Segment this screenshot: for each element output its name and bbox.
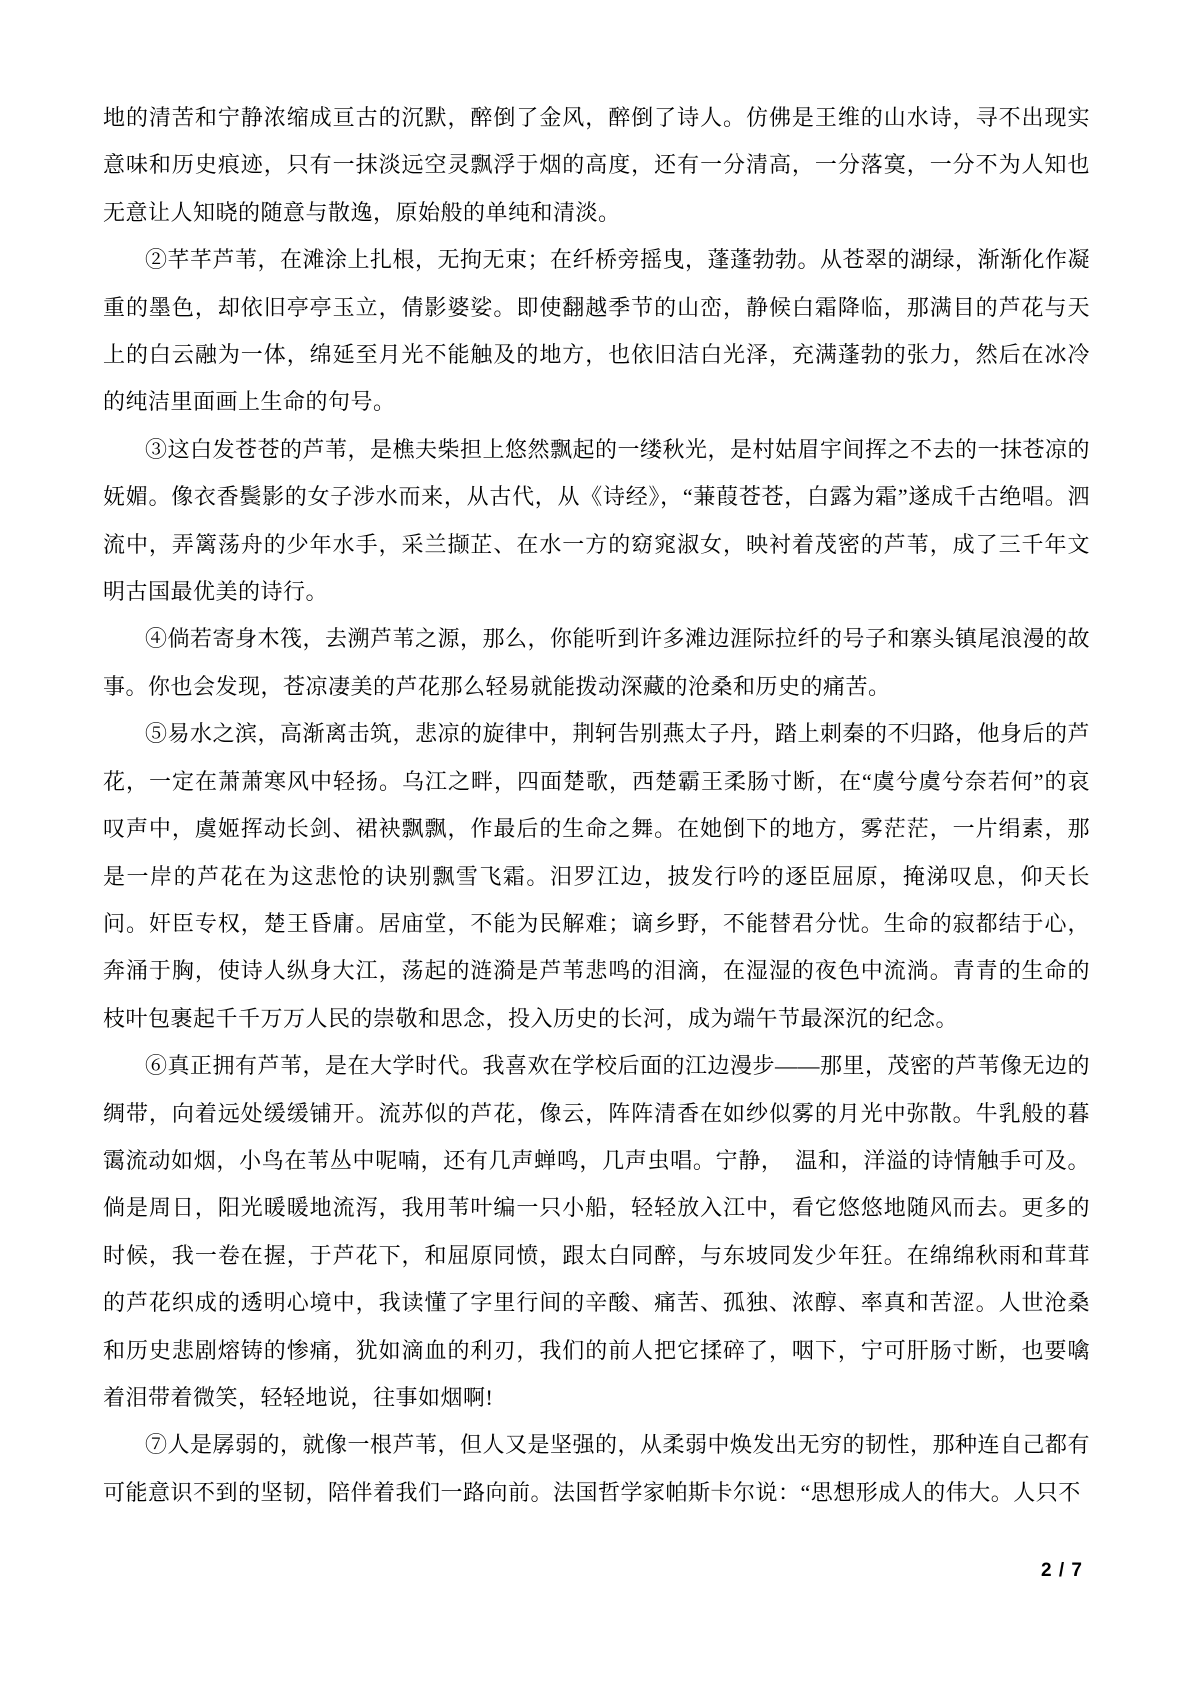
paragraph-5: ⑤易水之滨，高渐离击筑，悲凉的旋律中，荆轲告别燕太子丹，踏上刺秦的不归路，他身后的芦花，一定在萧萧寒风中轻扬。乌江之畔，四面楚歌，西楚霸王柔肠寸断，在“虞兮虞兮奈若何”的哀叹声中，虞姬挥动长剑、裙袂飘飘，作最后的生命之舞。在她倒下的地方，雾茫茫，一片绢素，那是一岸的芦花在为这悲怆的诀别飘雪飞霜。汨罗江边，披发行吟的逐臣屈原，掩涕叹息，仰天长问。奸臣专权，楚王昏庸。居庙堂，不能为民解难；谪乡野，不能替君分忧。生命的寂都结于心，奔涌于胸，使诗人纵身大江，荡起的涟漪是芦苇悲鸣的泪滴，在湿湿的夜色中流淌。青青的生命的枝叶包裹起千千万万人民的崇敬和思念，投入历史的长河，成为端午节最深沉的纪念。 (103, 721, 1091, 1031)
document-body (103, 94, 1090, 1516)
paragraph-4: ④倘若寄身木筏，去溯芦苇之源，那么，你能听到许多滩边涯际拉纤的号子和寨头镇尾浪漫的故事。你也会发现，苍凉凄美的芦花那么轻易就能拨动深藏的沧桑和历史的痛苦。 (103, 626, 1091, 699)
page-number: 2 / 7 (1041, 1560, 1083, 1581)
paragraph-3: ③这白发苍苍的芦苇，是樵夫柴担上悠然飘起的一缕秋光，是村姑眉宇间挥之不去的一抹苍凉的妩媚。像衣香鬓影的女子涉水而来，从古代，从《诗经》，“蒹葭苍苍，白露为霜”遂成千古绝唱。泗流中，弄篱荡舟的少年水手，采兰撷芷、在水一方的窈窕淑女，映衬着茂密的芦苇，成了三千年文明古国最优美的诗行。 (103, 436, 1091, 605)
paragraph-continuation: 地的清苦和宁静浓缩成亘古的沉默，醉倒了金风，醉倒了诗人。仿佛是王维的山水诗，寻不出现实意味和历史痕迹，只有一抹淡远空灵飘浮于烟的高度，还有一分清高，一分落寞，一分不为人知也无意让人知晓的随意与散逸，原始般的单纯和清淡。 (103, 105, 1090, 225)
paragraph-2: ②芊芊芦苇，在滩涂上扎根，无拘无束；在纤桥旁摇曳，蓬蓬勃勃。从苍翠的湖绿，渐渐化作凝重的墨色，却依旧亭亭玉立，倩影婆娑。即使翻越季节的山峦，静候白霜降临，那满目的芦花与天上的白云融为一体，绵延至月光不能触及的地方，也依旧洁白光泽，充满蓬勃的张力，然后在冰冷的纯洁里面画上生命的句号。 (103, 247, 1091, 415)
paragraph-6: ⑥真正拥有芦苇，是在大学时代。我喜欢在学校后面的江边漫步——那里，茂密的芦苇像无边的绸带，向着远处缓缓铺开。流苏似的芦花，像云，阵阵清香在如纱似雾的月光中弥散。牛乳般的暮霭流动如烟，小鸟在苇丛中呢喃，还有几声蝉鸣，几声虫唱。宁静， 温和，洋溢的诗情触手可及。倘是周日，阳光暖暖地流泻，我用苇叶编一只小船，轻轻放入江中，看它悠悠地随风而去。更多的时候，我一卷在握，于芦花下，和屈原同愤，跟太白同醉，与东坡同发少年狂。在绵绵秋雨和茸茸的芦花织成的透明心境中，我读懂了字里行间的辛酸、痛苦、孤独、浓醇、率真和苦涩。人世沧桑和历史悲剧熔铸的惨痛，犹如滴血的利刃，我们的前人把它揉碎了，咽下，宁可肝肠寸断，也要噙着泪带着微笑，轻轻地说，往事如烟啊! (103, 1053, 1091, 1410)
paragraph-7: ⑦人是孱弱的，就像一根芦苇，但人又是坚强的，从柔弱中焕发出无穷的韧性，那种连自己都有可能意识不到的坚韧，陪伴着我们一路向前。法国哲学家帕斯卡尔说：“思想形成人的伟大。人只不 (103, 1432, 1091, 1505)
